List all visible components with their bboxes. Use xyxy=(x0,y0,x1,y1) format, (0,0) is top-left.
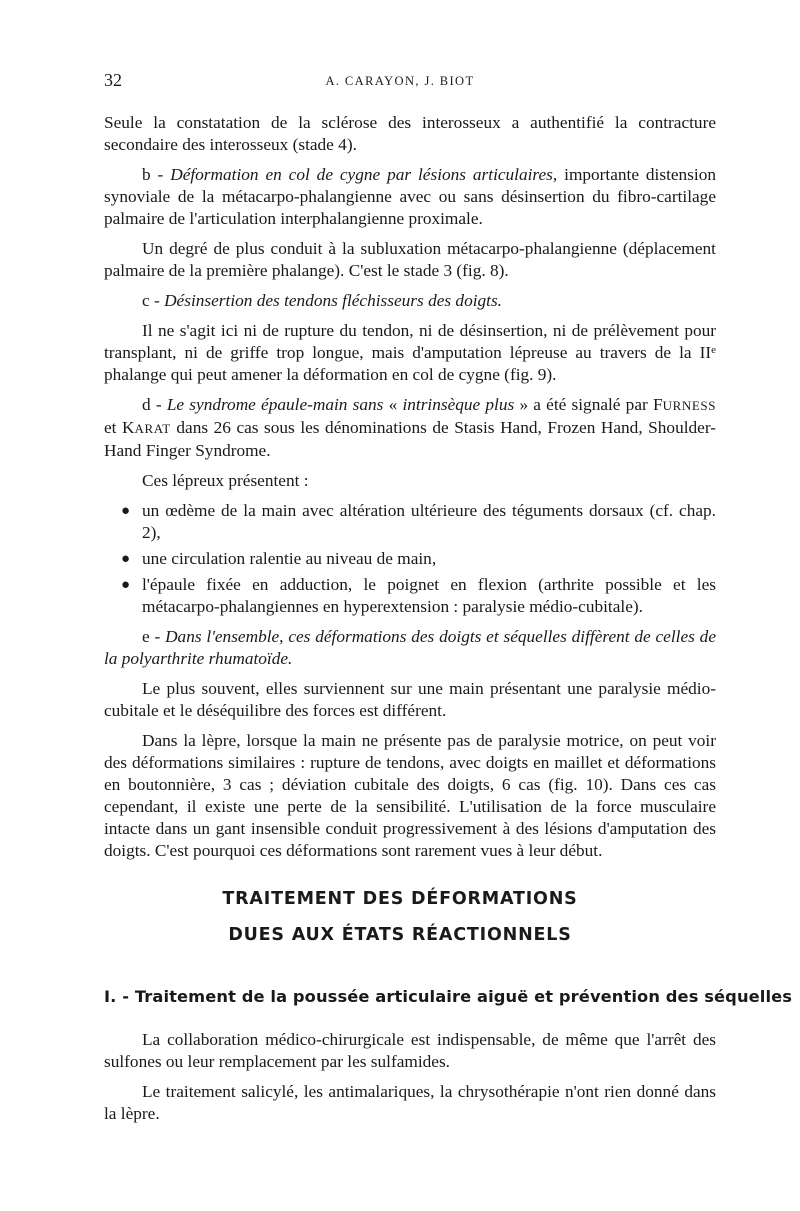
quote-open: « xyxy=(383,395,403,414)
and-text: et xyxy=(104,418,123,437)
running-header: A. CARAYON, J. BIOT xyxy=(325,74,475,88)
superscript-e: e xyxy=(711,344,716,356)
paragraph-b xyxy=(104,164,716,230)
author-karat-initial: K xyxy=(122,418,135,437)
item-title-d-a: Le syndrome épaule-main sans xyxy=(166,395,384,414)
item-text-b: importante distension synoviale de la métacarpo-phalangienne avec ou sans désinsertion du fibro-cartilage palmaire de l'articulation interphalangienne proximale. xyxy=(104,165,716,228)
subsection-heading: I. - Traitement de la poussée articulaire aiguë et prévention des séquelles xyxy=(104,987,793,1006)
symptom-list xyxy=(104,500,716,618)
item-title-b: Déformation en col de cygne par lésions articulaires, xyxy=(170,165,558,184)
paragraph-d xyxy=(104,394,716,462)
bullet-icon: ● xyxy=(121,503,131,519)
list-item-text: l'épaule fixée en adduction, le poignet en flexion (arthrite possible et les métacarpo-phalangiennes en hyperextension : paralysie médio-cubitale). xyxy=(142,575,716,616)
quote-close: » xyxy=(514,395,534,414)
author-karat-rest: ARAT xyxy=(134,421,171,436)
section-heading-line-1: TRAITEMENT DES DÉFORMATIONS xyxy=(222,889,578,909)
item-title-c: Désinsertion des tendons fléchisseurs des doigts. xyxy=(164,291,502,310)
paragraph-amputation xyxy=(104,320,716,386)
bullet-icon: ● xyxy=(121,551,131,567)
section-heading-line-2: DUES AUX ÉTATS RÉACTIONNELS xyxy=(228,925,572,945)
bullet-icon: ● xyxy=(121,577,131,593)
list-item xyxy=(104,500,716,544)
item-title-e: Dans l'ensemble, ces déformations des doigts et séquelles diffèrent de celles de la polyarthrite rhumatoïde. xyxy=(104,627,716,668)
item-text-d-a: a été signalé par xyxy=(533,395,653,414)
list-item xyxy=(104,548,716,570)
paragraph-subluxation: Un degré de plus conduit à la subluxation métacarpo-phalangienne (déplacement palmaire de la première phalange). C'est le stade 3 (fig. 8). xyxy=(104,239,716,280)
item-text-d-b: dans 26 cas sous les dénominations de Stasis Hand, Frozen Hand, Shoulder-Hand Finger Syndrome. xyxy=(104,418,716,460)
amputation-text-b: phalange qui peut amener la déformation en col de cygne (fig. 9). xyxy=(104,365,557,384)
item-marker-b: b - xyxy=(142,165,171,184)
item-marker-c: c - xyxy=(142,291,165,310)
list-item xyxy=(104,574,716,618)
paragraph-collaboration: La collaboration médico-chirurgicale est indispensable, de même que l'arrêt des sulfones ou leur remplacement par les sulfamides. xyxy=(104,1030,716,1071)
paragraph-traitement: Le traitement salicylé, les antimalariques, la chrysothérapie n'ont rien donné dans la lèpre. xyxy=(104,1082,716,1123)
paragraph-lepre: Dans la lèpre, lorsque la main ne présente pas de paralysie motrice, on peut voir des déformations similaires : rupture de tendons, avec doigts en maillet et déformations en boutonnière, 3 cas ; déviation cubitale des doigts, 6 cas (fig. 10). Dans ces cas cependant, il existe une perte de la sensibilité. L'utilisation de la force musculaire intacte dans un gant insensible conduit progressivement à des lésions d'amputation des doigts. C'est pourquoi ces déformations sont rarement vues à leur début. xyxy=(104,731,716,860)
list-item-text: un œdème de la main avec altération ultérieure des téguments dorsaux (cf. chap. 2), xyxy=(142,501,716,542)
paragraph-e xyxy=(104,626,716,670)
paragraph-lepreux: Ces lépreux présentent : xyxy=(142,471,309,490)
page-number: 32 xyxy=(104,70,122,90)
section-text xyxy=(104,1029,716,1133)
author-furness-initial: F xyxy=(652,395,663,414)
author-furness-rest: URNESS xyxy=(662,398,717,413)
item-title-d-b: intrinsèque plus xyxy=(402,395,515,414)
amputation-text-a: Il ne s'agit ici ni de rupture du tendon, ni de désinsertion, ni de prélèvement pour transplant, ni de griffe trop longue, mais d'amputation lépreuse au travers de la II xyxy=(104,321,716,362)
list-item-text: une circulation ralentie au niveau de main, xyxy=(142,549,437,568)
item-marker-e: e - xyxy=(142,627,166,646)
paragraph-1: Seule la constatation de la sclérose des interosseux a authentifié la contracture secondaire des interosseux (stade 4). xyxy=(104,113,716,154)
item-marker-d: d - xyxy=(142,395,167,414)
paragraph-c xyxy=(104,290,716,312)
main-text xyxy=(104,112,716,870)
paragraph-paralysie: Le plus souvent, elles surviennent sur une main présentant une paralysie médio-cubitale et le déséquilibre des forces est différent. xyxy=(104,679,716,720)
